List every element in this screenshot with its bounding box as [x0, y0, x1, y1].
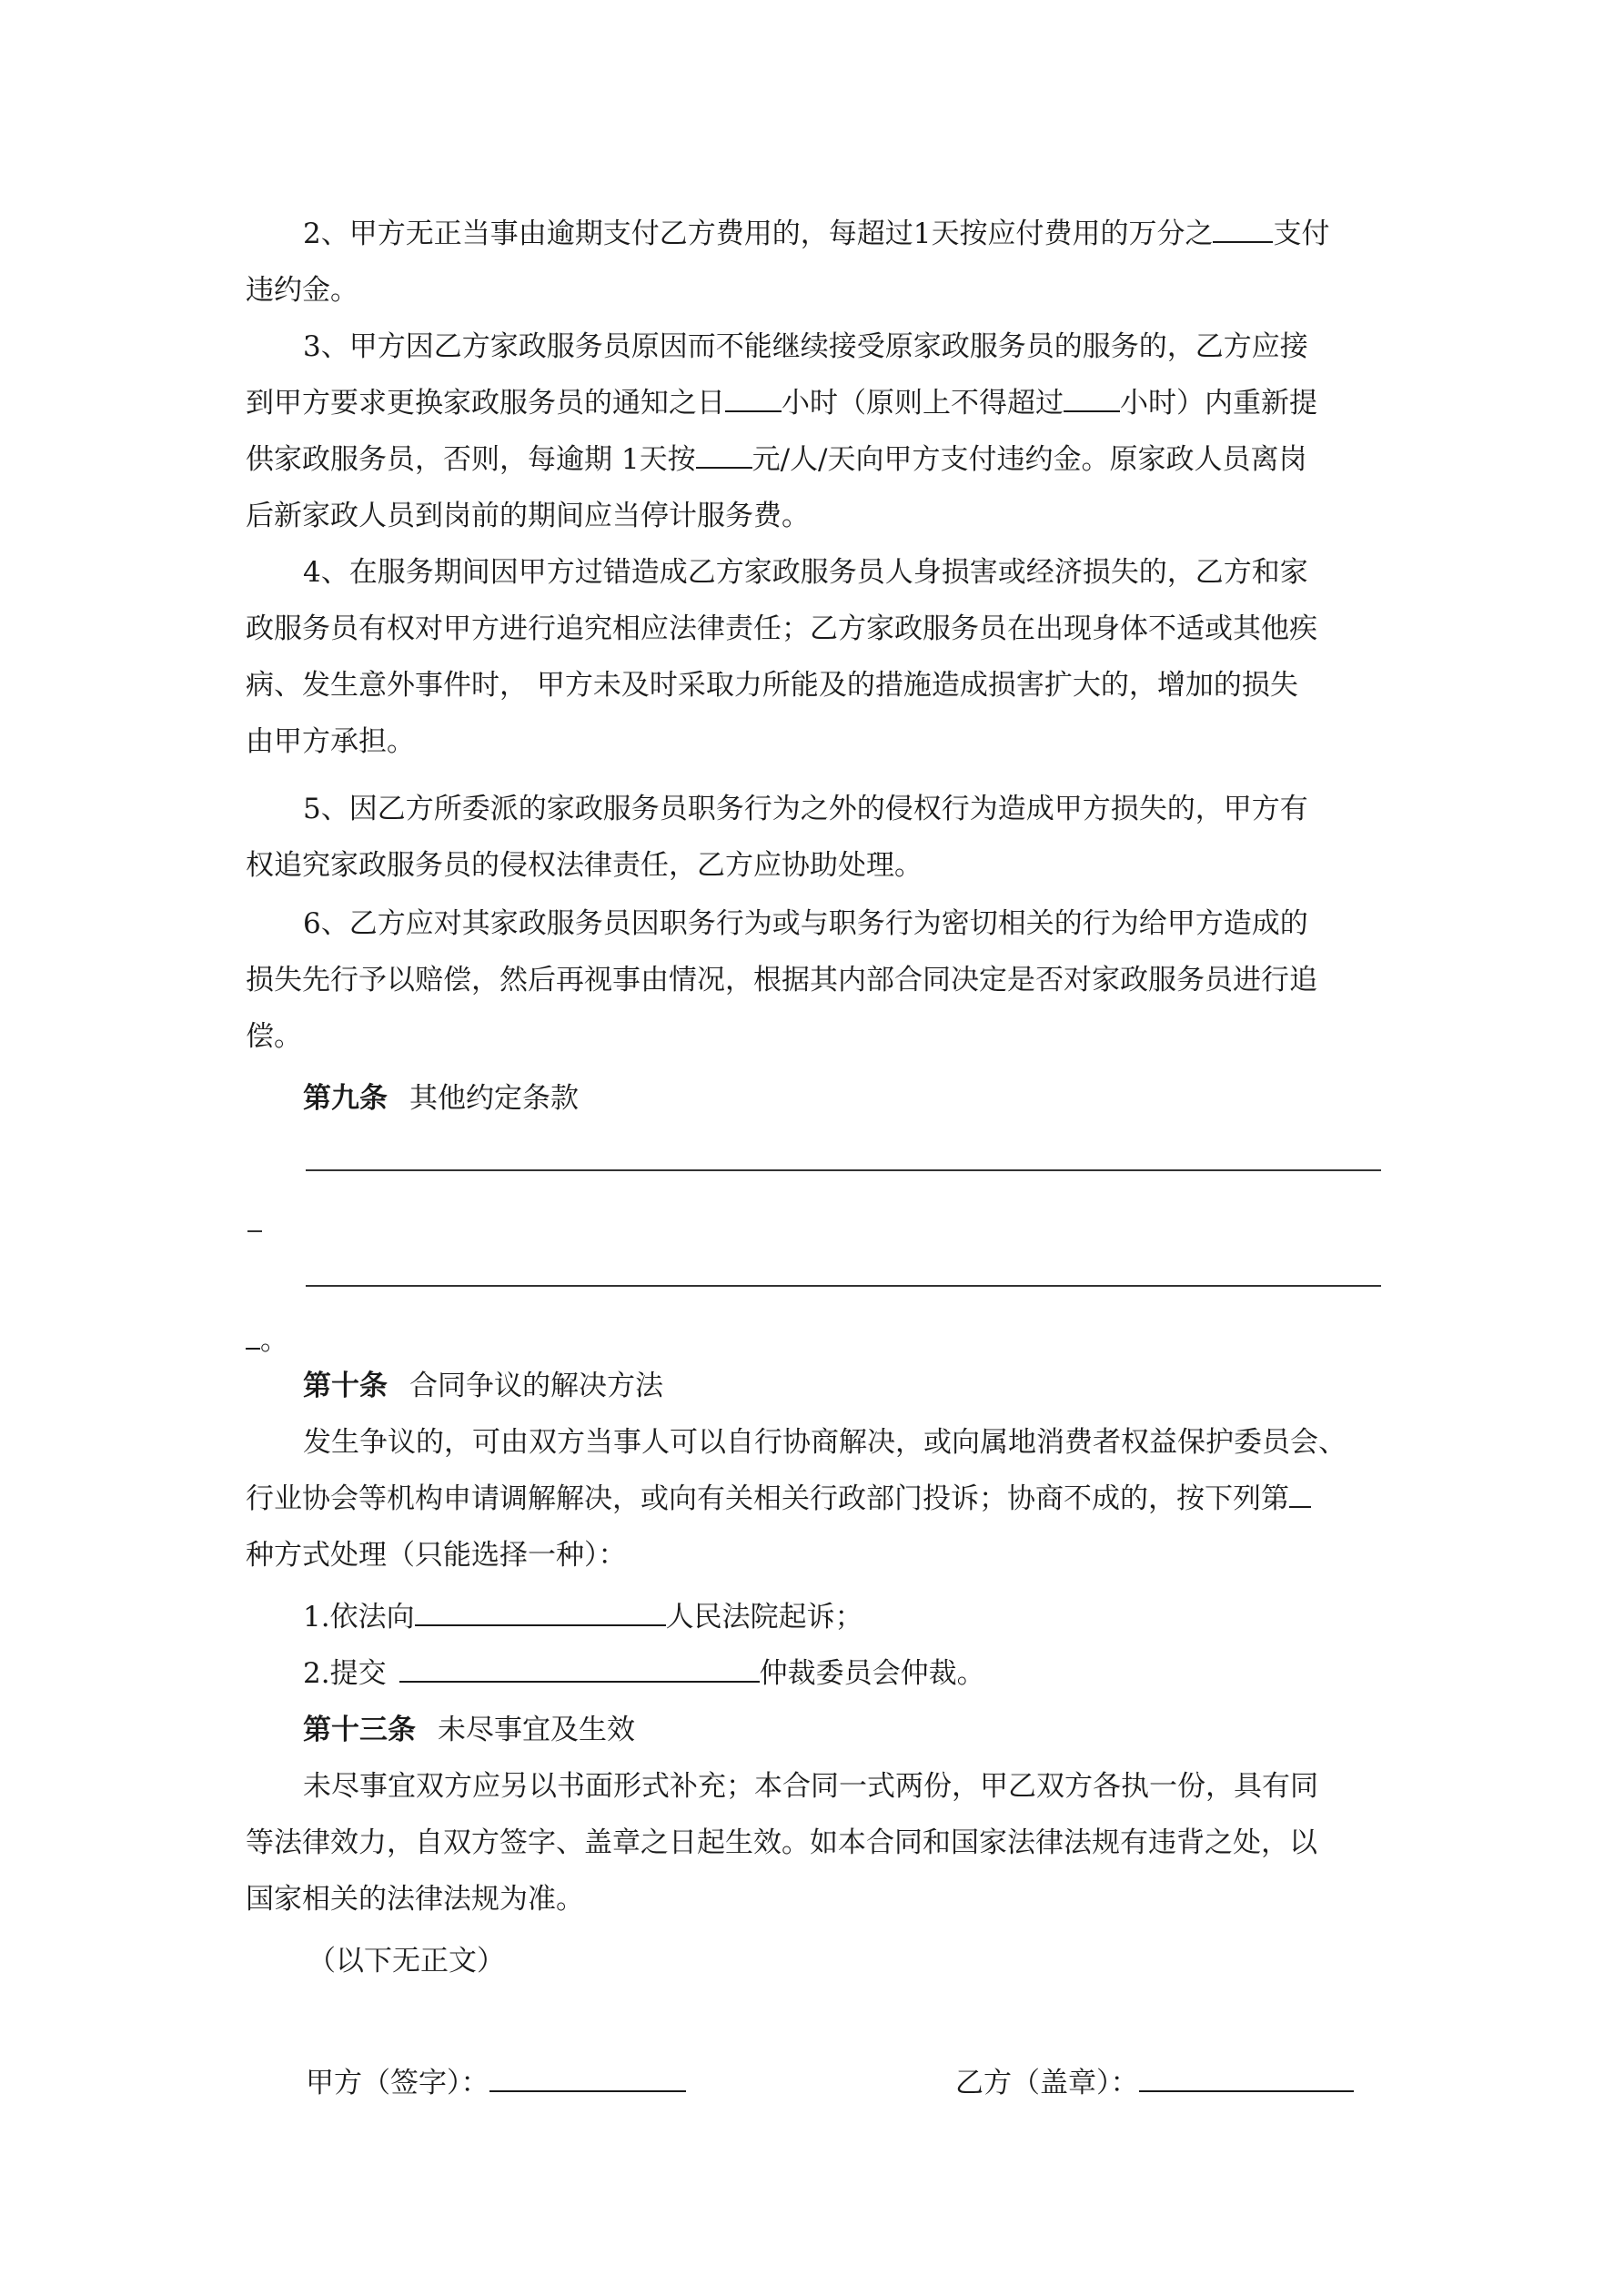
party-b-seal-blank[interactable]	[1139, 2065, 1354, 2092]
clause-5-line-2: 权追究家政服务员的侵权法律责任，乙方应协助处理。	[246, 849, 923, 882]
clause-4-line-1: 4、在服务期间因甲方过错造成乙方家政服务员人身损害或经济损失的，乙方和家	[303, 556, 1308, 589]
no-more-text: （以下无正文）	[308, 1945, 505, 1977]
clause-3-line-4: 后新家政人员到岗前的期间应当停计服务费。	[246, 500, 810, 532]
blank-penalty-amount[interactable]	[696, 441, 752, 469]
party-a-sign-blank[interactable]	[489, 2065, 686, 2092]
clause-6-line-3: 偿。	[246, 1020, 302, 1053]
blank-option-number[interactable]	[1289, 1481, 1311, 1508]
blank-line-1[interactable]	[306, 1169, 1381, 1171]
clause-6-line-2: 损失先行予以赔偿，然后再视事由情况，根据其内部合同决定是否对家政服务员进行追	[246, 964, 1317, 996]
clause-4-line-4: 由甲方承担。	[246, 725, 415, 758]
clause-4-line-2: 政服务员有权对甲方进行追究相应法律责任；乙方家政服务员在出现身体不适或其他疾	[246, 612, 1317, 645]
article-13-line-3: 国家相关的法律法规为准。	[246, 1883, 584, 1916]
clause-2-line-1: 2、甲方无正当事由逾期支付乙方费用的，每超过1天按应付费用的万分之 支付	[303, 217, 1330, 250]
clause-3-line-1: 3、甲方因乙方家政服务员原因而不能继续接受原家政服务员的服务的，乙方应接	[303, 330, 1308, 363]
article-13-line-2: 等法律效力，自双方签字、盖章之日起生效。如本合同和国家法律法规有违背之处，以	[246, 1826, 1317, 1859]
blank-line-2[interactable]	[306, 1285, 1381, 1287]
clause-3-line-2: 到甲方要求更换家政服务员的通知之日 小时（原则上不得超过 小时）内重新提	[246, 387, 1317, 420]
blank-line-1-tail	[247, 1230, 262, 1232]
blank-line-2-end: 。	[246, 1312, 1428, 1369]
article-9-heading: 第九条 其他约定条款	[303, 1082, 579, 1115]
clause-2-line-2: 违约金。	[246, 274, 358, 307]
party-b-seal: 乙方（盖章）：	[955, 2055, 1428, 2111]
blank-arbitration[interactable]	[399, 1655, 760, 1683]
clause-4-line-3: 病、发生意外事件时， 甲方未及时采取力所能及的措施造成损害扩大的，增加的损失	[246, 669, 1298, 702]
article-10-line-2: 行业协会等机构申请调解解决，或向有关相关行政部门投诉；协商不成的，按下列第	[246, 1471, 1428, 1527]
blank-rate[interactable]	[1213, 216, 1273, 243]
article-10-heading: 第十条 合同争议的解决方法	[303, 1370, 663, 1402]
blank-hours-2[interactable]	[1064, 385, 1120, 412]
clause-6-line-1: 6、乙方应对其家政服务员因职务行为或与职务行为密切相关的行为给甲方造成的	[303, 907, 1308, 940]
article-13-heading: 第十三条 未尽事宜及生效	[303, 1714, 635, 1746]
article-10-line-3: 种方式处理（只能选择一种）：	[246, 1539, 627, 1572]
option-2: 2.提交 仲裁委员会仲裁。	[303, 1657, 985, 1690]
party-a-signature: 甲方（签字）：	[306, 2055, 852, 2111]
article-10-line-1: 发生争议的，可由双方当事人可以自行协商解决，或向属地消费者权益保护委员会、	[303, 1426, 1347, 1459]
article-13-line-1: 未尽事宜双方应另以书面形式补充；本合同一式两份，甲乙双方各执一份，具有同	[303, 1770, 1318, 1803]
blank-hours-1[interactable]	[725, 385, 782, 412]
clause-3-line-3: 供家政服务员，否则，每逾期 1天按 元/人/天向甲方支付违约金。原家政人员离岗	[246, 443, 1307, 476]
clause-5-line-1: 5、因乙方所委派的家政服务员职务行为之外的侵权行为造成甲方损失的，甲方有	[303, 793, 1308, 825]
blank-court[interactable]	[415, 1599, 666, 1626]
option-1: 1.依法向 人民法院起诉；	[303, 1601, 863, 1633]
